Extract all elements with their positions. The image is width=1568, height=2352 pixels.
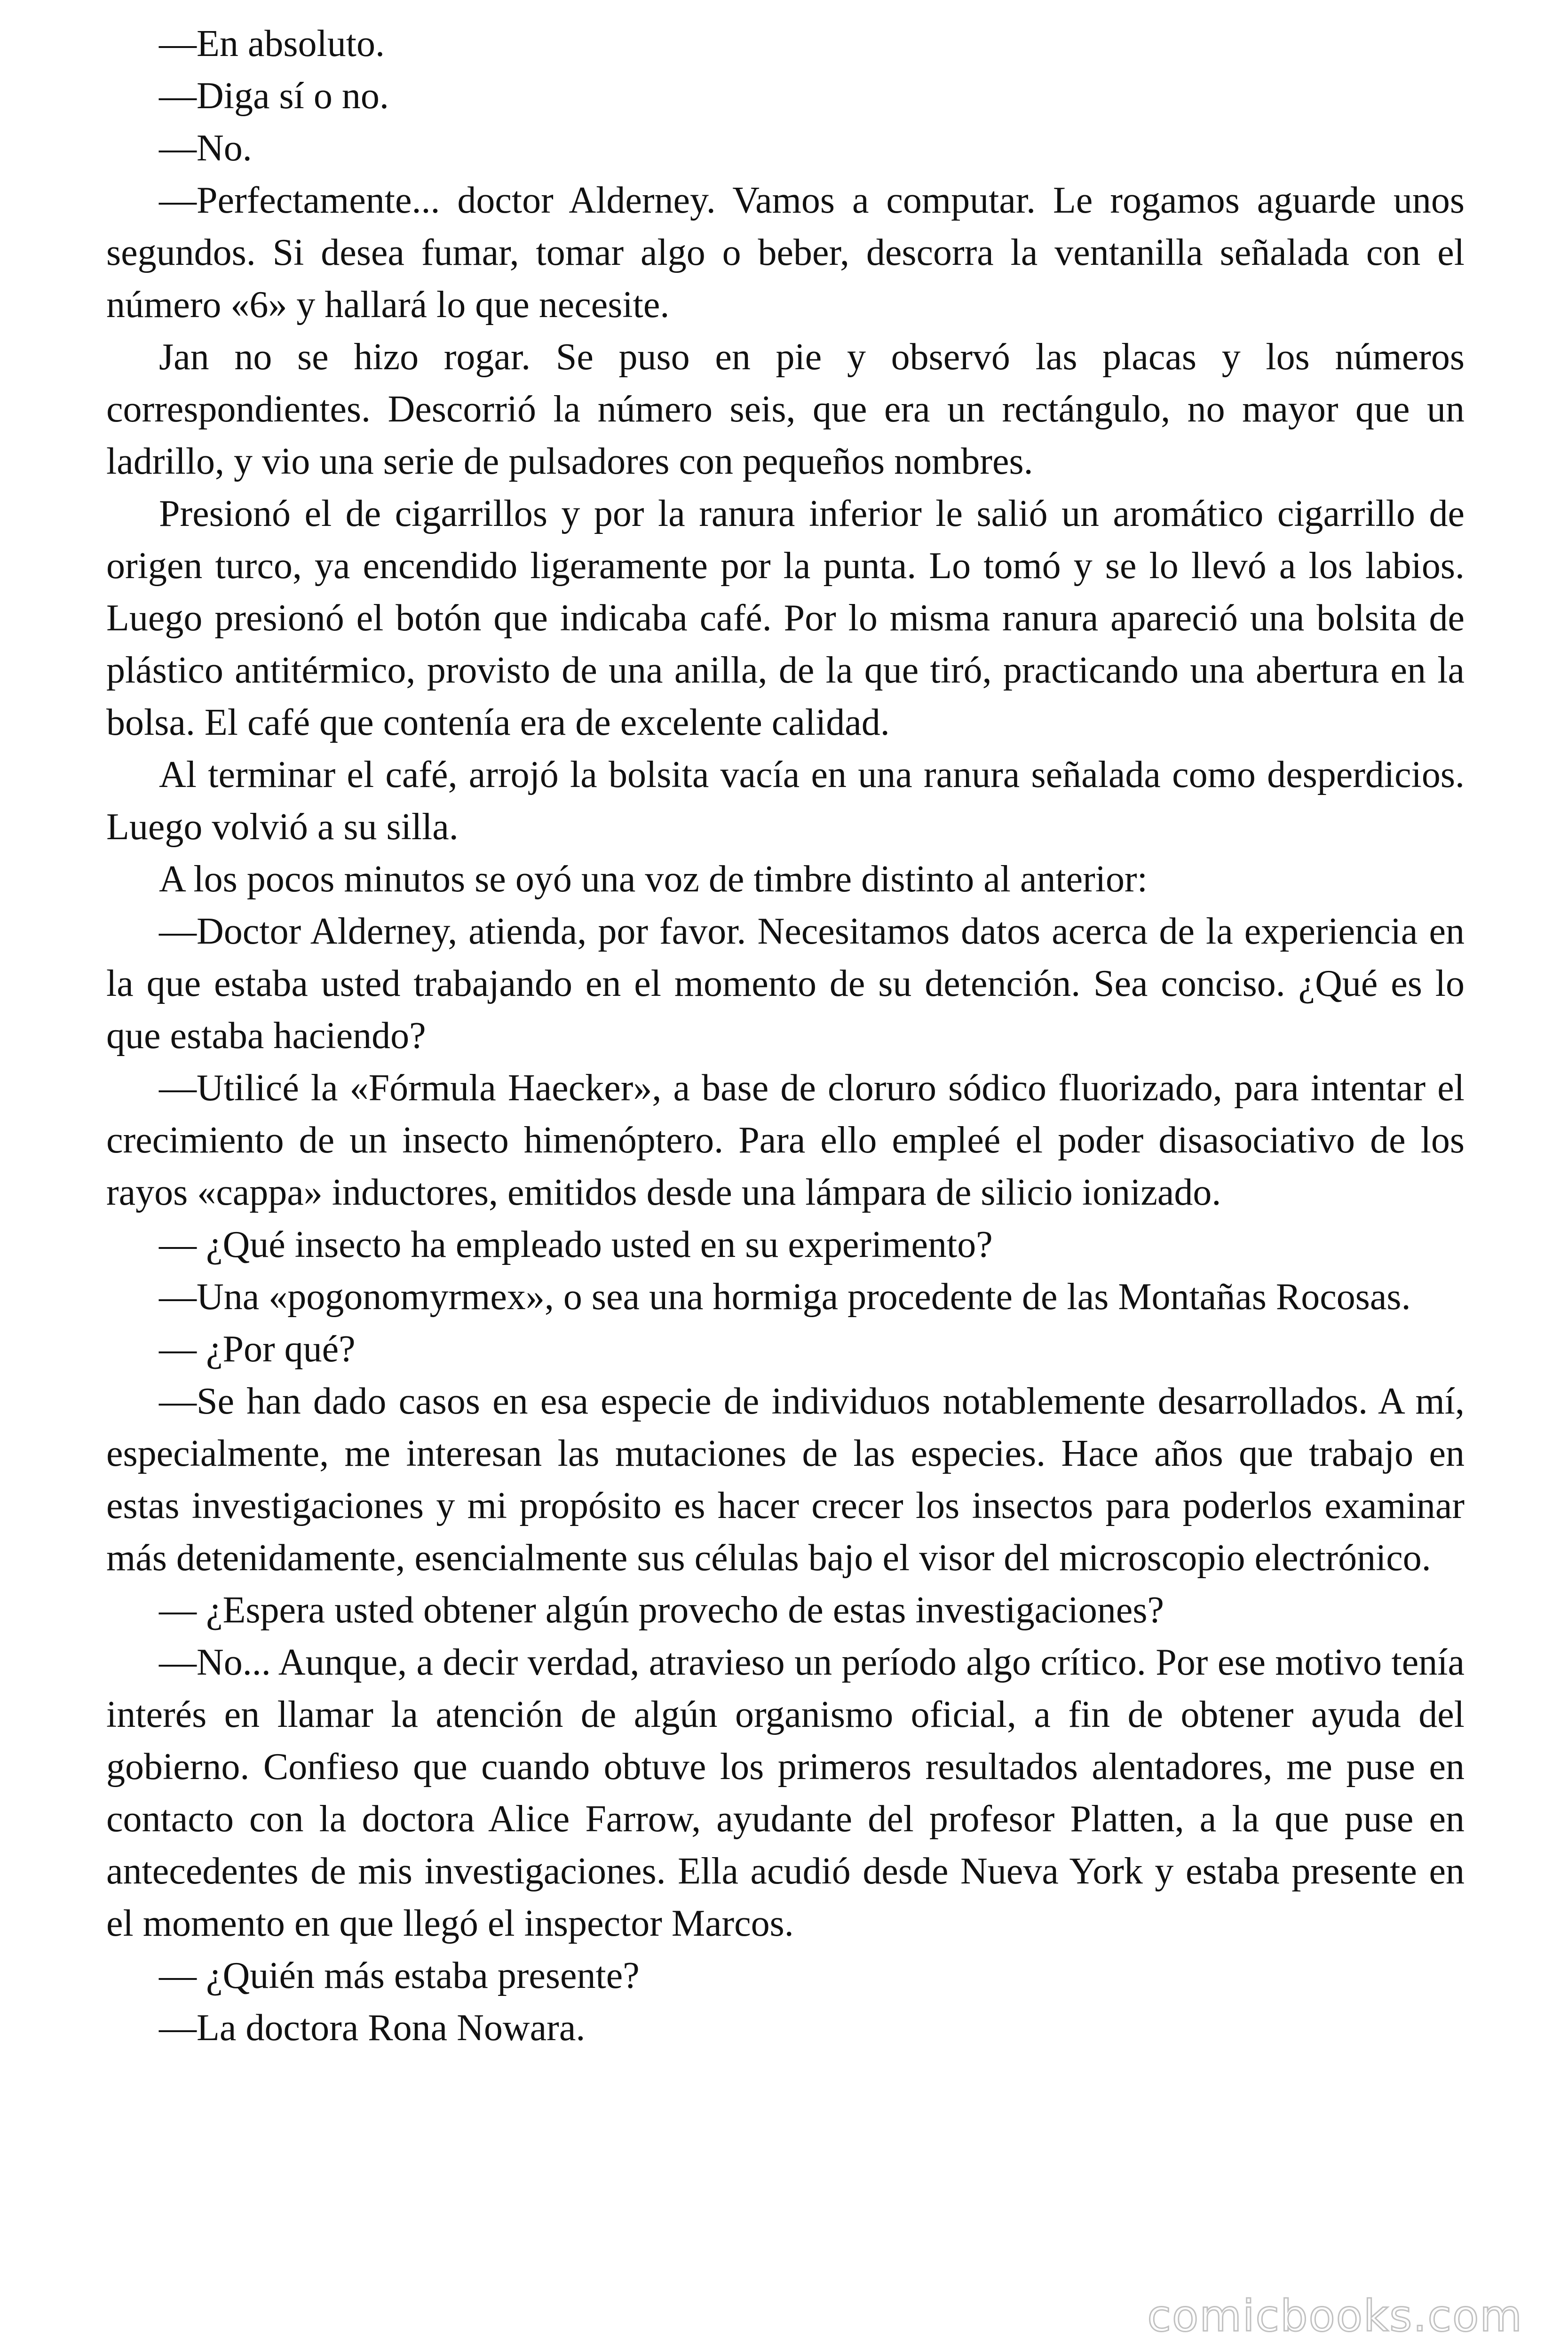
dialogue-paragraph: —Perfectamente... doctor Alderney. Vamos a computar. Le rogamos aguarde unos segundos. Si desea fumar, tomar algo o beber, descorra la ventanilla señalada con el número «6» y hallará lo que necesite. [106,180,1465,326]
dialogue-paragraph: —Una «pogonomyrmex», o sea una hormiga procedente de las Montañas Rocosas. [159,1276,1411,1318]
narrative-paragraph: Al terminar el café, arrojó la bolsita vacía en una ranura señalada como desperdicios. Luego volvió a su silla. [106,754,1465,848]
dialogue-paragraph: —Utilicé la «Fórmula Haecker», a base de cloruro sódico fluorizado, para intentar el crecimiento de un insecto himenóptero. Para ello empleé el poder disasociativo de los rayos «cappa» inductores, emitidos desde una lámpara de silicio ionizado. [106,1067,1465,1213]
dialogue-line: — ¿Por qué? [159,1328,356,1370]
dialogue-line: —En absoluto. [159,23,385,64]
site-watermark: comicbooks.com [1147,2291,1523,2341]
dialogue-line: —No. [159,127,252,169]
narrative-paragraph: Presionó el de cigarrillos y por la ranura inferior le salió un aromático cigarrillo de origen turco, ya encendido ligeramente por la punta. Lo tomó y se lo llevó a los labios. Luego presionó el botón que indicaba café. Por lo misma ranura apareció una bolsita de plástico antitérmico, provisto de una anilla, de la que tiró, practicando una abertura en la bolsa. El café que contenía era de excelente calidad. [106,493,1465,743]
dialogue-paragraph: —No... Aunque, a decir verdad, atravieso un período algo crítico. Por ese motivo tenía interés en llamar la atención de algún organismo oficial, a fin de obtener ayuda del gobierno. Confieso que cuando obtuve los primeros resultados alentadores, me puse en contacto con la doctora Alice Farrow, ayudante del profesor Platten, a la que puse en antecedentes de mis investigaciones. Ella acudió desde Nueva York y estaba presente en el momento en que llegó el inspector Marcos. [106,1642,1465,1944]
dialogue-line: — ¿Quién más estaba presente? [159,1955,640,1996]
dialogue-line: — ¿Qué insecto ha empleado usted en su experimento? [159,1224,993,1265]
dialogue-paragraph: —Se han dado casos en esa especie de individuos notablemente desarrollados. A mí, especialmente, me interesan las mutaciones de las especies. Hace años que trabajo en estas investigaciones y mi propósito es hacer crecer los insectos para poderlos examinar más detenidamente, esencialmente sus células bajo el visor del microscopio electrónico. [106,1381,1465,1579]
page-body [106,18,1465,2054]
dialogue-line: —Diga sí o no. [159,75,389,117]
dialogue-line: —La doctora Rona Nowara. [159,2007,586,2049]
dialogue-line: — ¿Espera usted obtener algún provecho de estas investigaciones? [159,1589,1164,1631]
narrative-paragraph: Jan no se hizo rogar. Se puso en pie y observó las placas y los números correspondientes. Descorrió la número seis, que era un rectángulo, no mayor que un ladrillo, y vio una serie de pulsadores con pequeños nombres. [106,336,1465,482]
dialogue-paragraph: —Doctor Alderney, atienda, por favor. Necesitamos datos acerca de la experiencia en la que estaba usted trabajando en el momento de su detención. Sea conciso. ¿Qué es lo que estaba haciendo? [106,911,1465,1057]
narrative-paragraph: A los pocos minutos se oyó una voz de timbre distinto al anterior: [159,858,1148,900]
